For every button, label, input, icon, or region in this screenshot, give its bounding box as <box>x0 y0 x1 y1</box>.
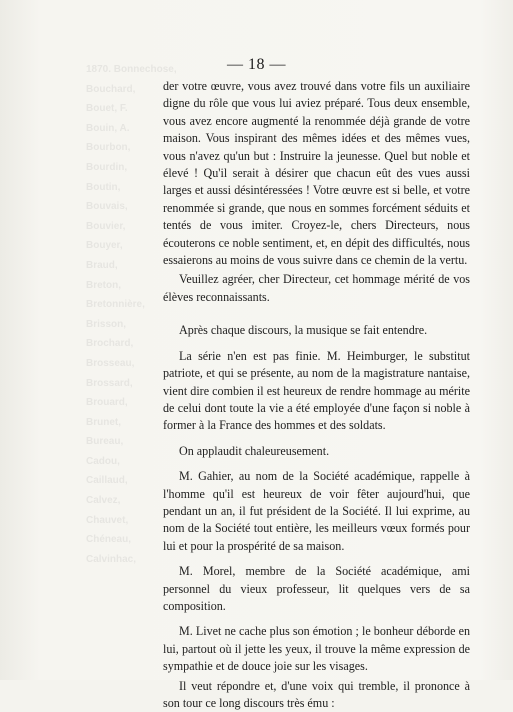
bleed-through-line: 1870. Bonnechose, <box>86 64 177 75</box>
bleed-through-line: Brosseau, <box>86 357 135 369</box>
bleed-through-line: Bureau, <box>86 436 124 448</box>
bleed-through-line: Bouet, F. <box>86 103 128 115</box>
bleed-through-line: Calvez, <box>86 495 121 507</box>
paragraph-gahier: M. Gahier, au nom de la Société académique, rappelle à l'homme qu'il est heureux de voir fêter aujourd'hui, que pendant un an, il fut président de la Société. Il lui exprime, au nom de la Société tout entière, les meilleurs vœux formés pour lui et pour la prospérité de sa maison. <box>163 469 470 553</box>
bleed-through-line: Brossard, <box>86 377 133 389</box>
bleed-through-line: Calvinhac, <box>86 553 137 565</box>
bleed-through-line: Chauvet, <box>86 514 129 526</box>
bleed-through-line: Bourdin, <box>86 161 128 173</box>
paragraph-heimburger: La série n'en est pas finie. M. Heimburger, le substitut patriote, et qui se présente, au nom de la magistrature nantaise, vient dire combien il est heureux de rendre hommage au mérite de celui dont toute la vie a été employée d'une façon si noble à former à la France des hommes et des soldats. <box>163 348 470 433</box>
bleed-through-line: Bouvier, <box>86 220 126 232</box>
bleed-through-line: Bretonnière, <box>86 299 145 311</box>
body-text <box>163 78 470 712</box>
bleed-through-line: Bourbon, <box>86 142 131 154</box>
bleed-through-line: Brochard, <box>86 338 134 350</box>
bleed-through-line: Bouchard, <box>86 83 136 95</box>
bleed-through-line: Bouyer, <box>86 240 123 252</box>
paragraph-morel: M. Morel, membre de la Société académique, ami personnel du vieux professeur, lit quelques vers de sa composition. <box>163 564 470 613</box>
paragraph-continuation: der votre œuvre, vous avez trouvé dans votre fils un auxiliaire digne du rôle que vous lui aviez préparé. Tous deux ensemble, vous avez encore augmenté la renommée déjà grande de votre maison. Vous inspirant des mêmes idées et des mêmes vues, vous n'avez qu'un but : Instruire la jeunesse. Quel but noble et élevé ! Qu'il serait à désirer que chacun eût des vues aussi larges et aussi désintéressées ! Votre œuvre est si belle, et votre renommée si grande, que nous en sommes forcément séduits et tentés de vous imiter. Croyez-le, chers Directeurs, nous écouterons ce noble sentiment, et, en dépit des difficultés, nous essaierons au moins de vous suivre dans ce chemin de la vertu. <box>163 79 470 268</box>
bleed-through-line: Chéneau, <box>86 534 132 546</box>
bleed-through-line: Caillaud, <box>86 475 128 487</box>
page-number: — 18 — <box>227 56 286 73</box>
paragraph-applause: On applaudit chaleureusement. <box>179 443 330 458</box>
bleed-through-line: Bouin, A. <box>86 122 130 134</box>
bleed-through-line: Brouard, <box>86 397 128 409</box>
bleed-through-line: Cadou, <box>86 455 120 467</box>
bleed-through-line: Brunet, <box>86 416 121 428</box>
bleed-through-line: Brisson, <box>86 318 127 330</box>
paragraph-closing-salutation: Veuillez agréer, cher Directeur, cet hommage mérité de vos élèves reconnaissants. <box>163 272 470 304</box>
bleed-through-line: Braud, <box>86 259 118 271</box>
bleed-through-line: Bouvais, <box>86 201 128 213</box>
bleed-through-line: Boutin, <box>86 181 121 193</box>
paragraph-livet: M. Livet ne cache plus son émotion ; le bonheur déborde en lui, partout où il jette les yeux, il trouve la même expression de sympathie et de douce joie sur les visages. <box>163 624 470 674</box>
bleed-through-line: Breton, <box>86 279 121 291</box>
paragraph-reply: Il veut répondre et, d'une voix qui tremble, il prononce à son tour ce long discours très ému : <box>163 678 470 710</box>
paragraph-music: Après chaque discours, la musique se fait entendre. <box>179 323 428 338</box>
